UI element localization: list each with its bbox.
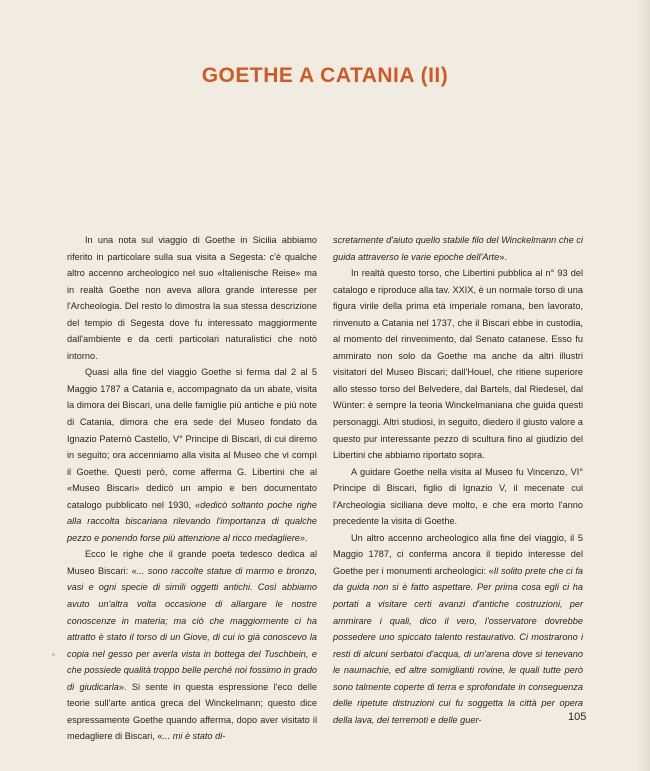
paragraph	[333, 464, 583, 530]
text-run: ». Si sente in questa espressione l'eco delle teorie sull'arte antica greca del Winckelmann; questo dice espressamente Goethe quando afferma, dopo aver visitato il medagliere di Biscari, «	[67, 681, 317, 742]
quote-text: ... mi è stato di-	[162, 731, 226, 742]
quote-text: «dedicò soltanto poche righe alla raccolta biscariana rilevando l'importanza di qualche pezzo e ponendo forse più attenzione al ricco medagliere»	[67, 499, 317, 543]
page-fold-shadow	[636, 0, 650, 771]
text-run: .	[305, 532, 308, 543]
paper-speck	[52, 653, 55, 656]
text-run: Ecco le righe che il grande poeta tedesco dedica al Museo Biscari: «	[67, 549, 317, 576]
article-title: GOETHE A CATANIA (II)	[201, 64, 449, 87]
text-run: Un altro accenno archeologico alla fine del viaggio, il 5 Maggio 1787, ci conferma ancora il tiepido interesse del Goethe per i monumenti archeologici: «	[333, 532, 583, 576]
text-run: Quasi alla fine del viaggio Goethe si ferma dal 2 al 5 Maggio 1787 a Catania e, accompagnato da un abate, visita la dimora dei Biscari, una delle famiglie più antiche e più note di Catania, dimora che era sede del Museo fondato da Ignazio Paternò Castello, V° Principe di Biscari, di cui diremo in seguito; ora accenniamo alla visita al Museo che vi compì il Goethe. Questi però, come afferma G. Libertini che al «Museo Biscari» dedicò un ampio e ben documentato catalogo pubblicato nel 1930,	[67, 367, 317, 510]
paragraph	[67, 232, 317, 364]
page-number: 105	[568, 711, 587, 723]
left-column	[67, 232, 317, 745]
quote-text: ... sono raccolte statue di marmo e bronzo, vasi e ogni specie di simili oggetti antichi. Così abbiamo avuto un'altra volta occasione di allargare le nostre conoscenze in materia; ma ciò che maggiormente ci ha attratto è stato il torso di un Giove, di cui io già conoscevo la copia nel gesso per averla vista in bottega del Tuschbein, e che possiede qualità troppo belle perché noi fossimo in grado di giudicarla	[67, 565, 317, 692]
text-run: ».	[499, 251, 507, 262]
paragraph	[333, 530, 583, 729]
quote-text: scretamente d'aiuto quello stabile filo del Winckelmann che ci guida attraverso le varie epoche dell'Arte	[333, 235, 583, 262]
text-run: In una nota sul viaggio di Goethe in Sicilia abbiamo riferito in particolare sulla sua visita a Segesta: c'è qualche altro accenno archeologico nel suo «Italienische Reise» ma in realtà Goethe non aveva allora grande interesse per l'Archeologia. Del resto lo dimostra la sua stessa descrizione del tempio di Segesta dove fu interessato maggiormente dall'ambiente e da certi particolari naturalistici che notò intorno.	[67, 235, 317, 361]
paragraph	[67, 546, 317, 745]
text-run: In realtà questo torso, che Libertini pubblica al n° 93 del catalogo e riproduce alla tav. XXIX, è un normale torso di una figura virile della prima età imperiale romana, ben lavorato, rinvenuto a Catania nel 1737, che il Biscari ebbe in custodia, al momento del rinvenimento, dal Senato catanese. Esso fu ammirato non solo da Goethe ma anche da altri illustri visitatori del Museo Biscari; dall'Houel, che ritiene superiore allo stesso torso del Belvedere, dal Bartels, dal Riedesel, dal Wünter: è sempre la teoria Winckelmaniana che guida questi personaggi. Altri studiosi, in seguito, diedero il giusto valore a questo pur interessante pezzo di scultura fino al giudizio del Libertini che abbiamo riportato sopra.	[333, 268, 583, 461]
paragraph	[333, 232, 583, 265]
text-run: A guidare Goethe nella visita al Museo fu Vincenzo, VI° Principe di Biscari, figlio di Ignazio V, il mecenate cui l'Archeologia siciliana deve molto, e che era morto l'anno precedente la visita di Goethe.	[333, 466, 583, 527]
paragraph	[67, 364, 317, 546]
quote-text: Il solito prete che ci fa da guida non si è fatto aspettare. Per prima cosa egli ci ha portati a visitare certi avanzi d'antiche costruzioni, per ammirare i quali, dico il vero, l'osservatore dovrebbe possedere uno spiccato talento restaurativo. Ci mostrarono i resti di alcuni serbatoi d'acqua, di un'arena dove si tenevano le naumachie, ed altre somiglianti rovine, le quali tutte però sono talmente coperte di terra e sprofondate in conseguenza delle ripetute distruzioni cui fu soggetta la città per opera della lava, dei terremoti e delle guer-	[333, 565, 583, 725]
right-column	[333, 232, 583, 728]
paragraph	[333, 265, 583, 464]
